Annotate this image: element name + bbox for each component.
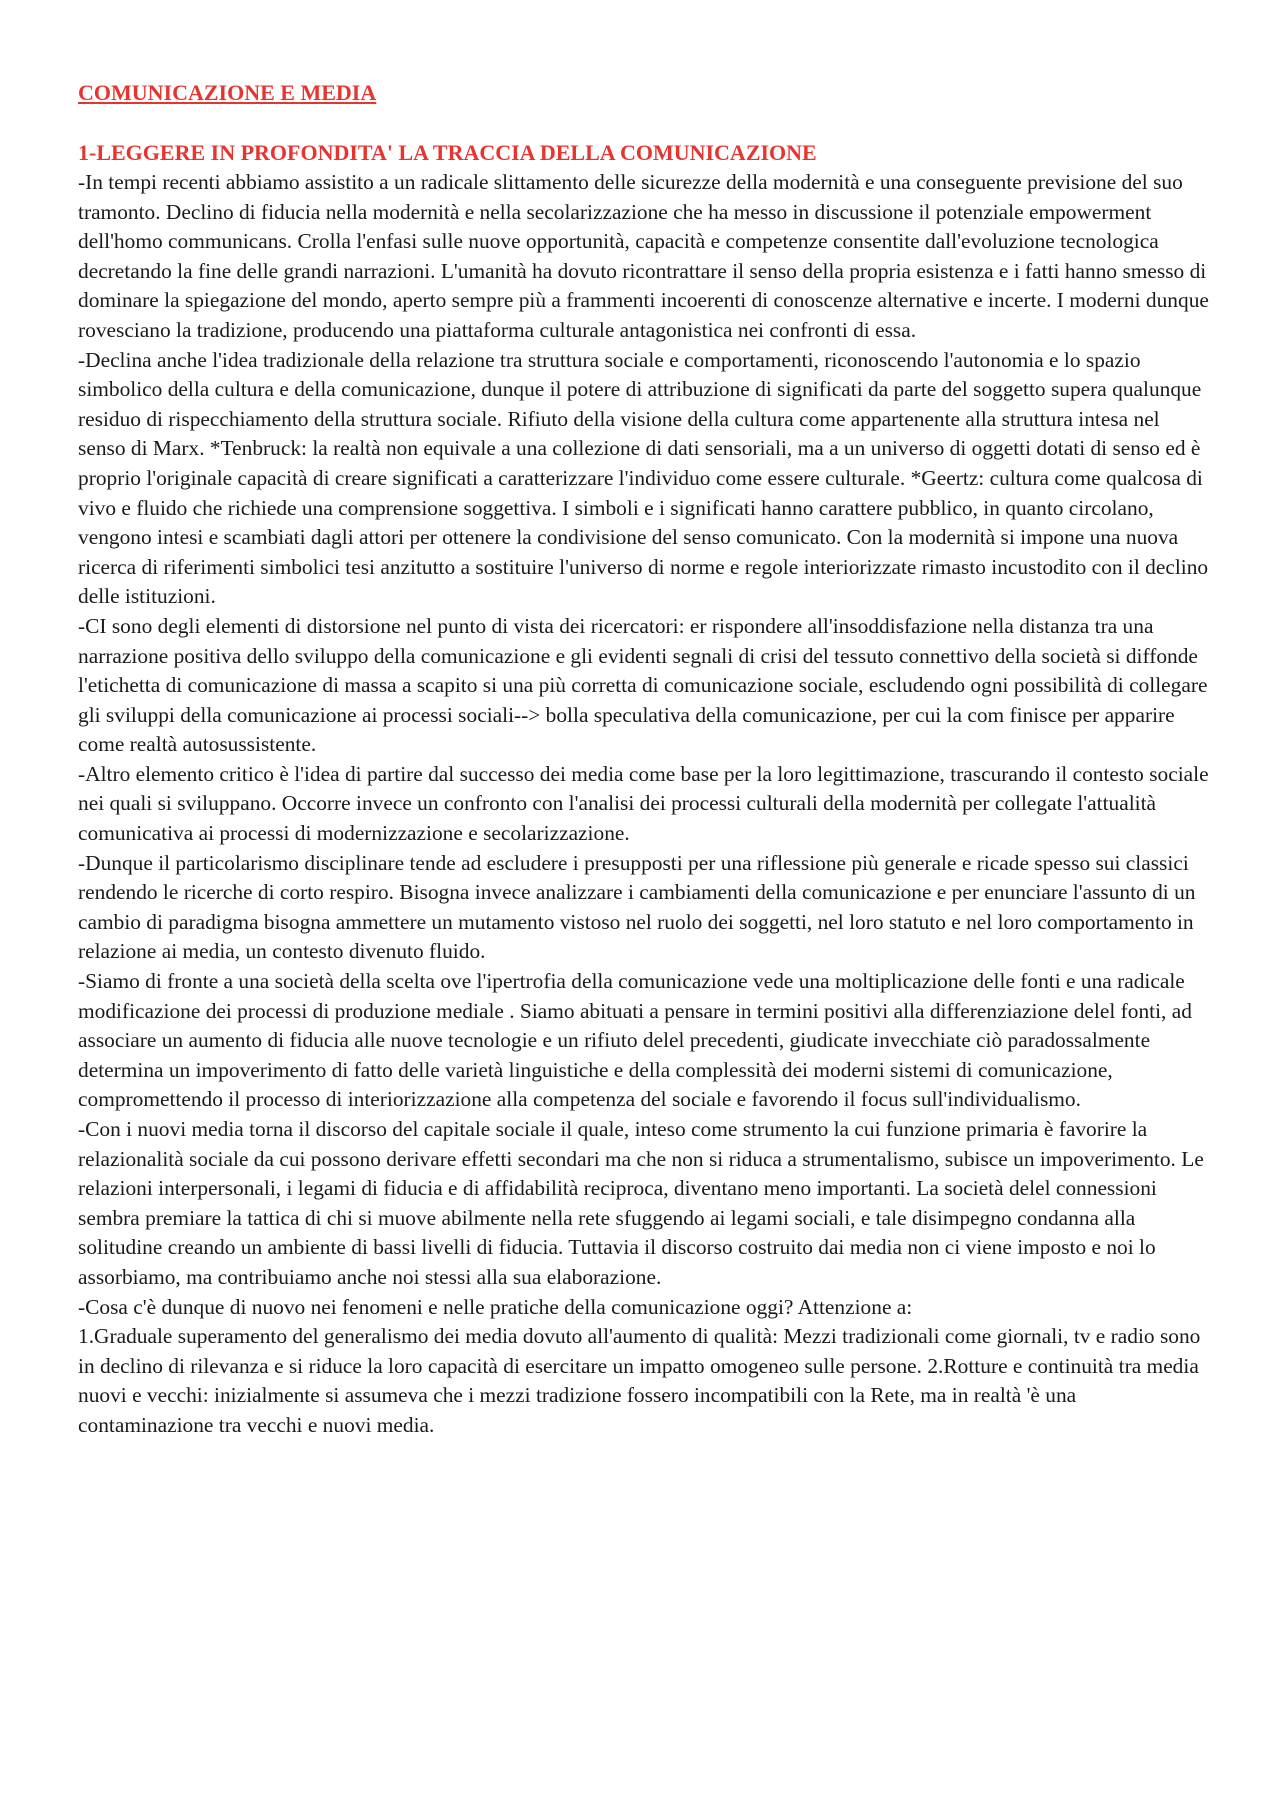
document-page — [78, 78, 1210, 1441]
section-heading: 1-LEGGERE IN PROFONDITA' LA TRACCIA DELLA COMUNICAZIONE — [78, 140, 817, 165]
paragraph-8: -Cosa c'è dunque di nuovo nei fenomeni e nelle pratiche della comunicazione oggi? Attenzione a: — [78, 1294, 913, 1319]
paragraph-3: -CI sono degli elementi di distorsione nel punto di vista dei ricercatori: er rispondere all'insoddisfazione nella distanza tra una narrazione positiva dello sviluppo della comunicazione e gli evidenti segnali di crisi del tessuto connettivo della società si diffonde l'etichetta di comunicazione di massa a scapito si una più corretta di comunicazione sociale, escludendo ogni possibilità di collegare gli sviluppi della comunicazione ai processi sociali--> bolla speculativa della comunicazione, per cui la com finisce per apparire come realtà autosussistente. — [78, 613, 1208, 757]
document-title: COMUNICAZIONE E MEDIA — [78, 80, 377, 105]
paragraph-1: -In tempi recenti abbiamo assistito a un radicale slittamento delle sicurezze della modernità e una conseguente previsione del suo tramonto. Declino di fiducia nella modernità e nella secolarizzazione che ha messo in discussione il potenziale empowerment dell'homo communicans. Crolla l'enfasi sulle nuove opportunità, capacità e competenze consentite dall'evoluzione tecnologica decretando la fine delle grandi narrazioni. L'umanità ha dovuto ricontrattare il senso della propria esistenza e i fatti hanno smesso di dominare la spiegazione del mondo, aperto sempre più a frammenti incoerenti di conoscenze alternative e incerte. I moderni dunque rovesciano la tradizione, producendo una piattaforma culturale antagonistica nei confronti di essa. — [78, 170, 1209, 342]
paragraph-6: -Siamo di fronte a una società della scelta ove l'ipertrofia della comunicazione vede una moltiplicazione delle fonti e una radicale modificazione dei processi di produzione mediale . Siamo abituati a pensare in termini positivi alla differenziazione delel fonti, ad associare un aumento di fiducia alle nuove tecnologie e un rifiuto delel precedenti, giudicate invecchiate ciò paradossalmente determina un impoverimento di fatto delle varietà linguistiche e della complessità dei moderni sistemi di comunicazione, compromettendo il processo di interiorizzazione alla competenza del sociale e favorendo il focus sull'individualismo. — [78, 969, 1192, 1112]
paragraph-2: -Declina anche l'idea tradizionale della relazione tra struttura sociale e comportamenti, riconoscendo l'autonomia e lo spazio simbolico della cultura e della comunicazione, dunque il potere di attribuzione di significati da parte del soggetto supera qualunque residuo di rispecchiamento della struttura sociale. Rifiuto della visione della cultura come appartenente alla struttura intesa nel senso di Marx. *Tenbruck: la realtà non equivale a una collezione di dati sensoriali, ma a un universo di oggetti dotati di senso ed è proprio l'originale capacità di creare significati a caratterizzare l'individuo come essere culturale. *Geertz: cultura come qualcosa di vivo e fluido che richiede una comprensione soggettiva. I simboli e i significati hanno carattere pubblico, in quanto circolano, vengono intesi e scambiati dagli attori per ottenere la condivisione del senso comunicato. Con la modernità si impone una nuova ricerca di riferimenti simbolici tesi anzitutto a sostituire l'universo di norme e regole interiorizzate rimasto incustodito con il declino delle istituzioni. — [78, 347, 1209, 609]
paragraph-5: -Dunque il particolarismo disciplinare tende ad escludere i presupposti per una riflessione più generale e ricade spesso sui classici rendendo le ricerche di corto respiro. Bisogna invece analizzare i cambiamenti della comunicazione e per enunciare l'assunto di un cambio di paradigma bisogna ammettere un mutamento vistoso nel ruolo dei soggetti, nel loro statuto e nel loro comportamento in relazione ai media, un contesto divenuto fluido. — [78, 850, 1196, 964]
paragraph-7: -Con i nuovi media torna il discorso del capitale sociale il quale, inteso come strumento la cui funzione primaria è favorire la relazionalità sociale da cui possono derivare effetti secondari ma che non si riduca a strumentalismo, subisce un impoverimento. Le relazioni interpersonali, i legami di fiducia e di affidabilità reciproca, diventano meno importanti. La società delel connessioni sembra premiare la tattica di chi si muove abilmente nella rete sfuggendo ai legami sociali, e tale disimpegno condanna alla solitudine creando un ambiente di bassi livelli di fiducia. Tuttavia il discorso costruito dai media non ci viene imposto e noi lo assorbiamo, ma contribuiamo anche noi stessi alla sua elaborazione. — [78, 1117, 1204, 1289]
paragraph-9: 1.Graduale superamento del generalismo dei media dovuto all'aumento di qualità: Mezzi tradizionali come giornali, tv e radio sono in declino di rilevanza e si riduce la loro capacità di esercitare un impatto omogeneo sulle persone. 2.Rotture e continuità tra media nuovi e vecchi: inizialmente si assumeva che i mezzi tradizione fossero incompatibili con la Rete, ma in realtà 'è una contaminazione tra vecchi e nuovi media. — [78, 1324, 1201, 1437]
paragraph-4: -Altro elemento critico è l'idea di partire dal successo dei media come base per la loro legittimazione, trascurando il contesto sociale nei quali si sviluppano. Occorre invece un confronto con l'analisi dei processi culturali della modernità per collegate l'attualità comunicativa ai processi di modernizzazione e secolarizzazione. — [78, 761, 1209, 846]
